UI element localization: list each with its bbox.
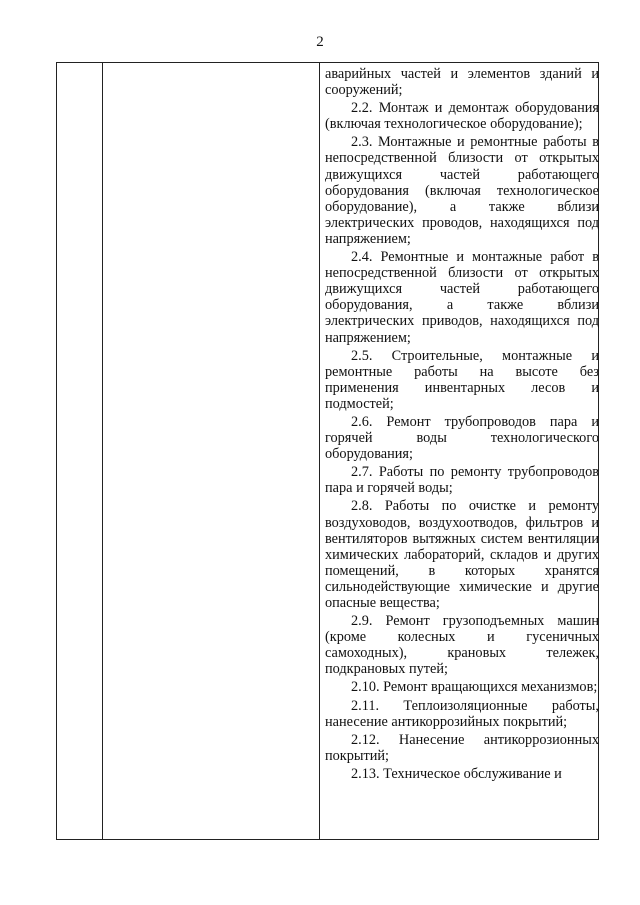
list-item-2-4: 2.4. Ремонтные и монтажные работ в непосредственной близости от открытых движущихся частей работающего оборудования, а также вблизи электрических приводов, находящихся под напряжением; <box>325 249 599 346</box>
list-item-continuation: аварийных частей и элементов зданий и сооружений; <box>325 66 599 99</box>
list-item-2-7: 2.7. Работы по ремонту трубопроводов пара и горячей воды; <box>325 464 599 497</box>
list-item-2-2: 2.2. Монтаж и демонтаж оборудования (включая технологическое оборудование); <box>325 100 599 133</box>
list-item-2-5: 2.5. Строительные, монтажные и ремонтные работы на высоте без применения инвентарных лесов и подмостей; <box>325 347 599 412</box>
list-item-2-3: 2.3. Монтажные и ремонтные работы в непосредственной близости от открытых движущихся частей работающего оборудования (включая технологическое оборудование), а также вблизи электрических проводов, находящихся под напряжением; <box>325 134 599 247</box>
list-item-2-9: 2.9. Ремонт грузоподъемных машин (кроме колесных и гусеничных самоходных), крановых тележек, подкрановых путей; <box>325 613 599 678</box>
column-divider-1 <box>102 63 103 839</box>
list-item-2-12: 2.12. Нанесение антикоррозионных покрытий; <box>325 731 599 764</box>
page-number: 2 <box>316 34 324 50</box>
document-table <box>56 62 599 840</box>
list-item-2-13: 2.13. Техническое обслуживание и <box>351 765 562 782</box>
list-item-2-10: 2.10. Ремонт вращающихся механизмов; <box>351 679 598 696</box>
work-list-cell <box>325 66 599 782</box>
list-item-2-11: 2.11. Теплоизоляционные работы, нанесение антикоррозийных покрытий; <box>325 697 599 730</box>
column-divider-2 <box>319 63 320 839</box>
list-item-2-6: 2.6. Ремонт трубопроводов пара и горячей воды технологического оборудования; <box>325 413 599 463</box>
list-item-2-8: 2.8. Работы по очистке и ремонту воздуховодов, воздухоотводов, фильтров и вентиляторов вытяжных систем вентиляции химических лабораторий, складов и других помещений, в которых хранятся сильнодействующие химические и другие опасные вещества; <box>325 498 599 611</box>
